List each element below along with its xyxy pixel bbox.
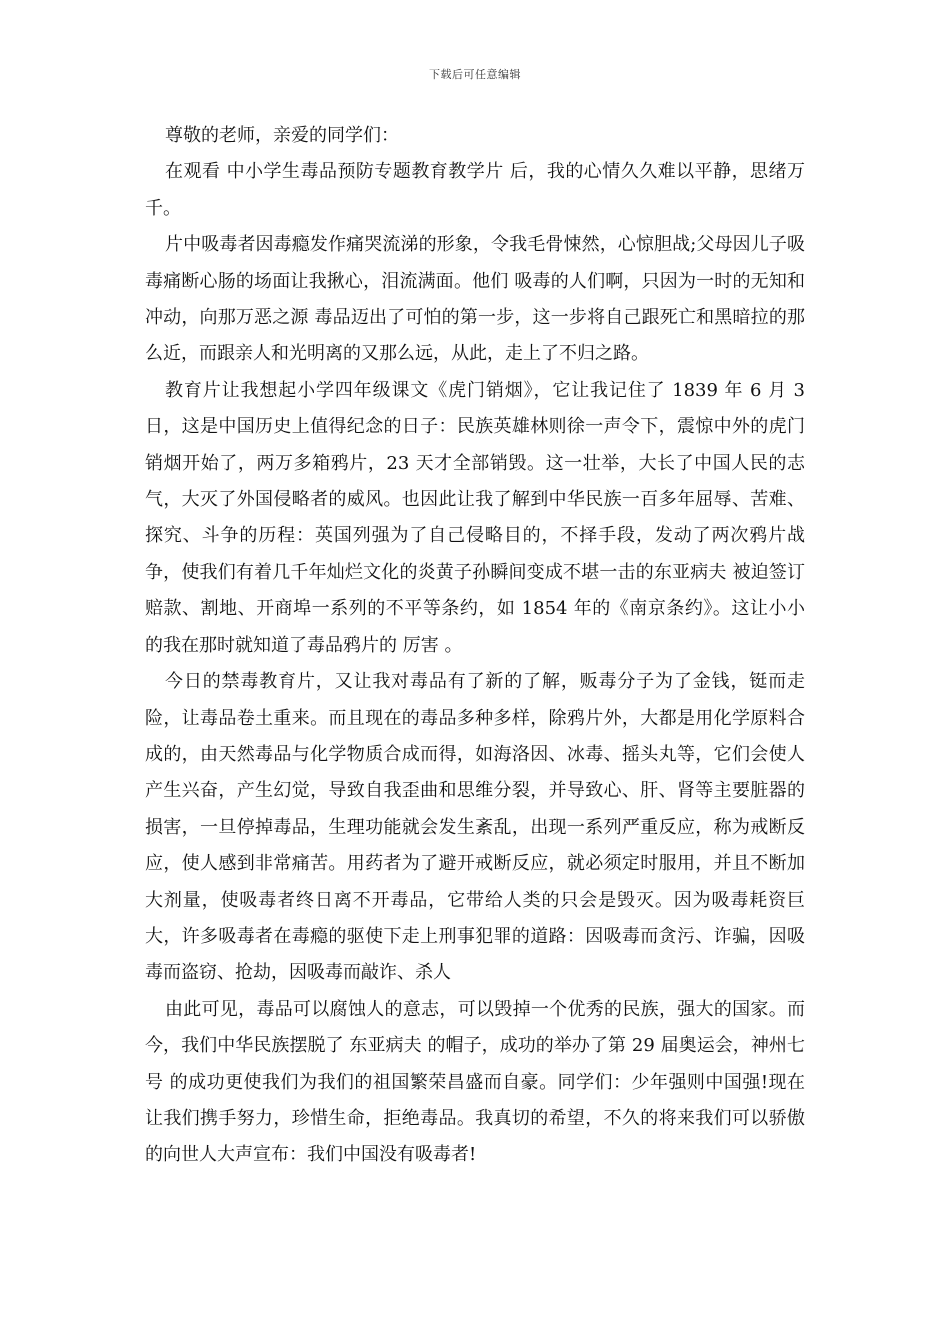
paragraph-5: 由此可见，毒品可以腐蚀人的意志，可以毁掉一个优秀的民族，强大的国家。而今，我们中华民族摆脱了 东亚病夫 的帽子，成功的举办了第 29 届奥运会，神州七号 的成功更使我们为我们的祖国繁荣昌盛而自豪。同学们：少年强则中国强!现在让我们携手努力，珍惜生命，拒绝毒品。我真切的希望，不久的将来我们可以骄傲的向世人大声宣布：我们中国没有吸毒者! xyxy=(145,998,805,1166)
paragraph-1: 在观看 中小学生毒品预防专题教育教学片 后，我的心情久久难以平静，思绪万千。 xyxy=(145,161,805,219)
page-header: 下载后可任意编辑 xyxy=(429,68,521,81)
salutation: 尊敬的老师，亲爱的同学们： xyxy=(165,125,399,146)
paragraph-2: 片中吸毒者因毒瘾发作痛哭流涕的形象，令我毛骨悚然，心惊胆战;父母因儿子吸毒痛断心肠的场面让我揪心，泪流满面。他们 吸毒的人们啊，只因为一时的无知和冲动，向那万恶之源 毒品迈出了可怕的第一步，这一步将自己跟死亡和黑暗拉的那么近，而跟亲人和光明离的又那么远，从此，走上了不归之路。 xyxy=(145,234,805,365)
document-body xyxy=(145,118,805,1174)
paragraph-4: 今日的禁毒教育片，又让我对毒品有了新的了解，贩毒分子为了金钱，铤而走险，让毒品卷土重来。而且现在的毒品多种多样，除鸦片外，大都是用化学原料合成的，由天然毒品与化学物质合成而得，如海洛因、冰毒、摇头丸等，它们会使人产生兴奋，产生幻觉，导致自我歪曲和思维分裂，并导致心、肝、肾等主要脏器的损害，一旦停掉毒品，生理功能就会发生紊乱，出现一系列严重反应，称为戒断反应，使人感到非常痛苦。用药者为了避开戒断反应，就必须定时服用，并且不断加大剂量，使吸毒者终日离不开毒品，它带给人类的只会是毁灭。因为吸毒耗资巨大，许多吸毒者在毒瘾的驱使下走上刑事犯罪的道路：因吸毒而贪污、诈骗，因吸毒而盗窃、抢劫，因吸毒而敲诈、杀人 xyxy=(145,671,805,984)
paragraph-3: 教育片让我想起小学四年级课文《虎门销烟》，它让我记住了 1839 年 6 月 3 日，这是中国历史上值得纪念的日子：民族英雄林则徐一声令下，震惊中外的虎门销烟开始了，两万多箱鸦片，23 天才全部销毁。这一壮举，大长了中国人民的志气，大灭了外国侵略者的威风。也因此让我了解到中华民族一百多年屈辱、苦难、探究、斗争的历程：英国列强为了自己侵略目的，不择手段，发动了两次鸦片战争，使我们有着几千年灿烂文化的炎黄子孙瞬间变成不堪一击的东亚病夫 被迫签订赔款、割地、开商埠一系列的不平等条约，如 1854 年的《南京条约》。这让小小的我在那时就知道了毒品鸦片的 厉害 。 xyxy=(145,379,805,656)
